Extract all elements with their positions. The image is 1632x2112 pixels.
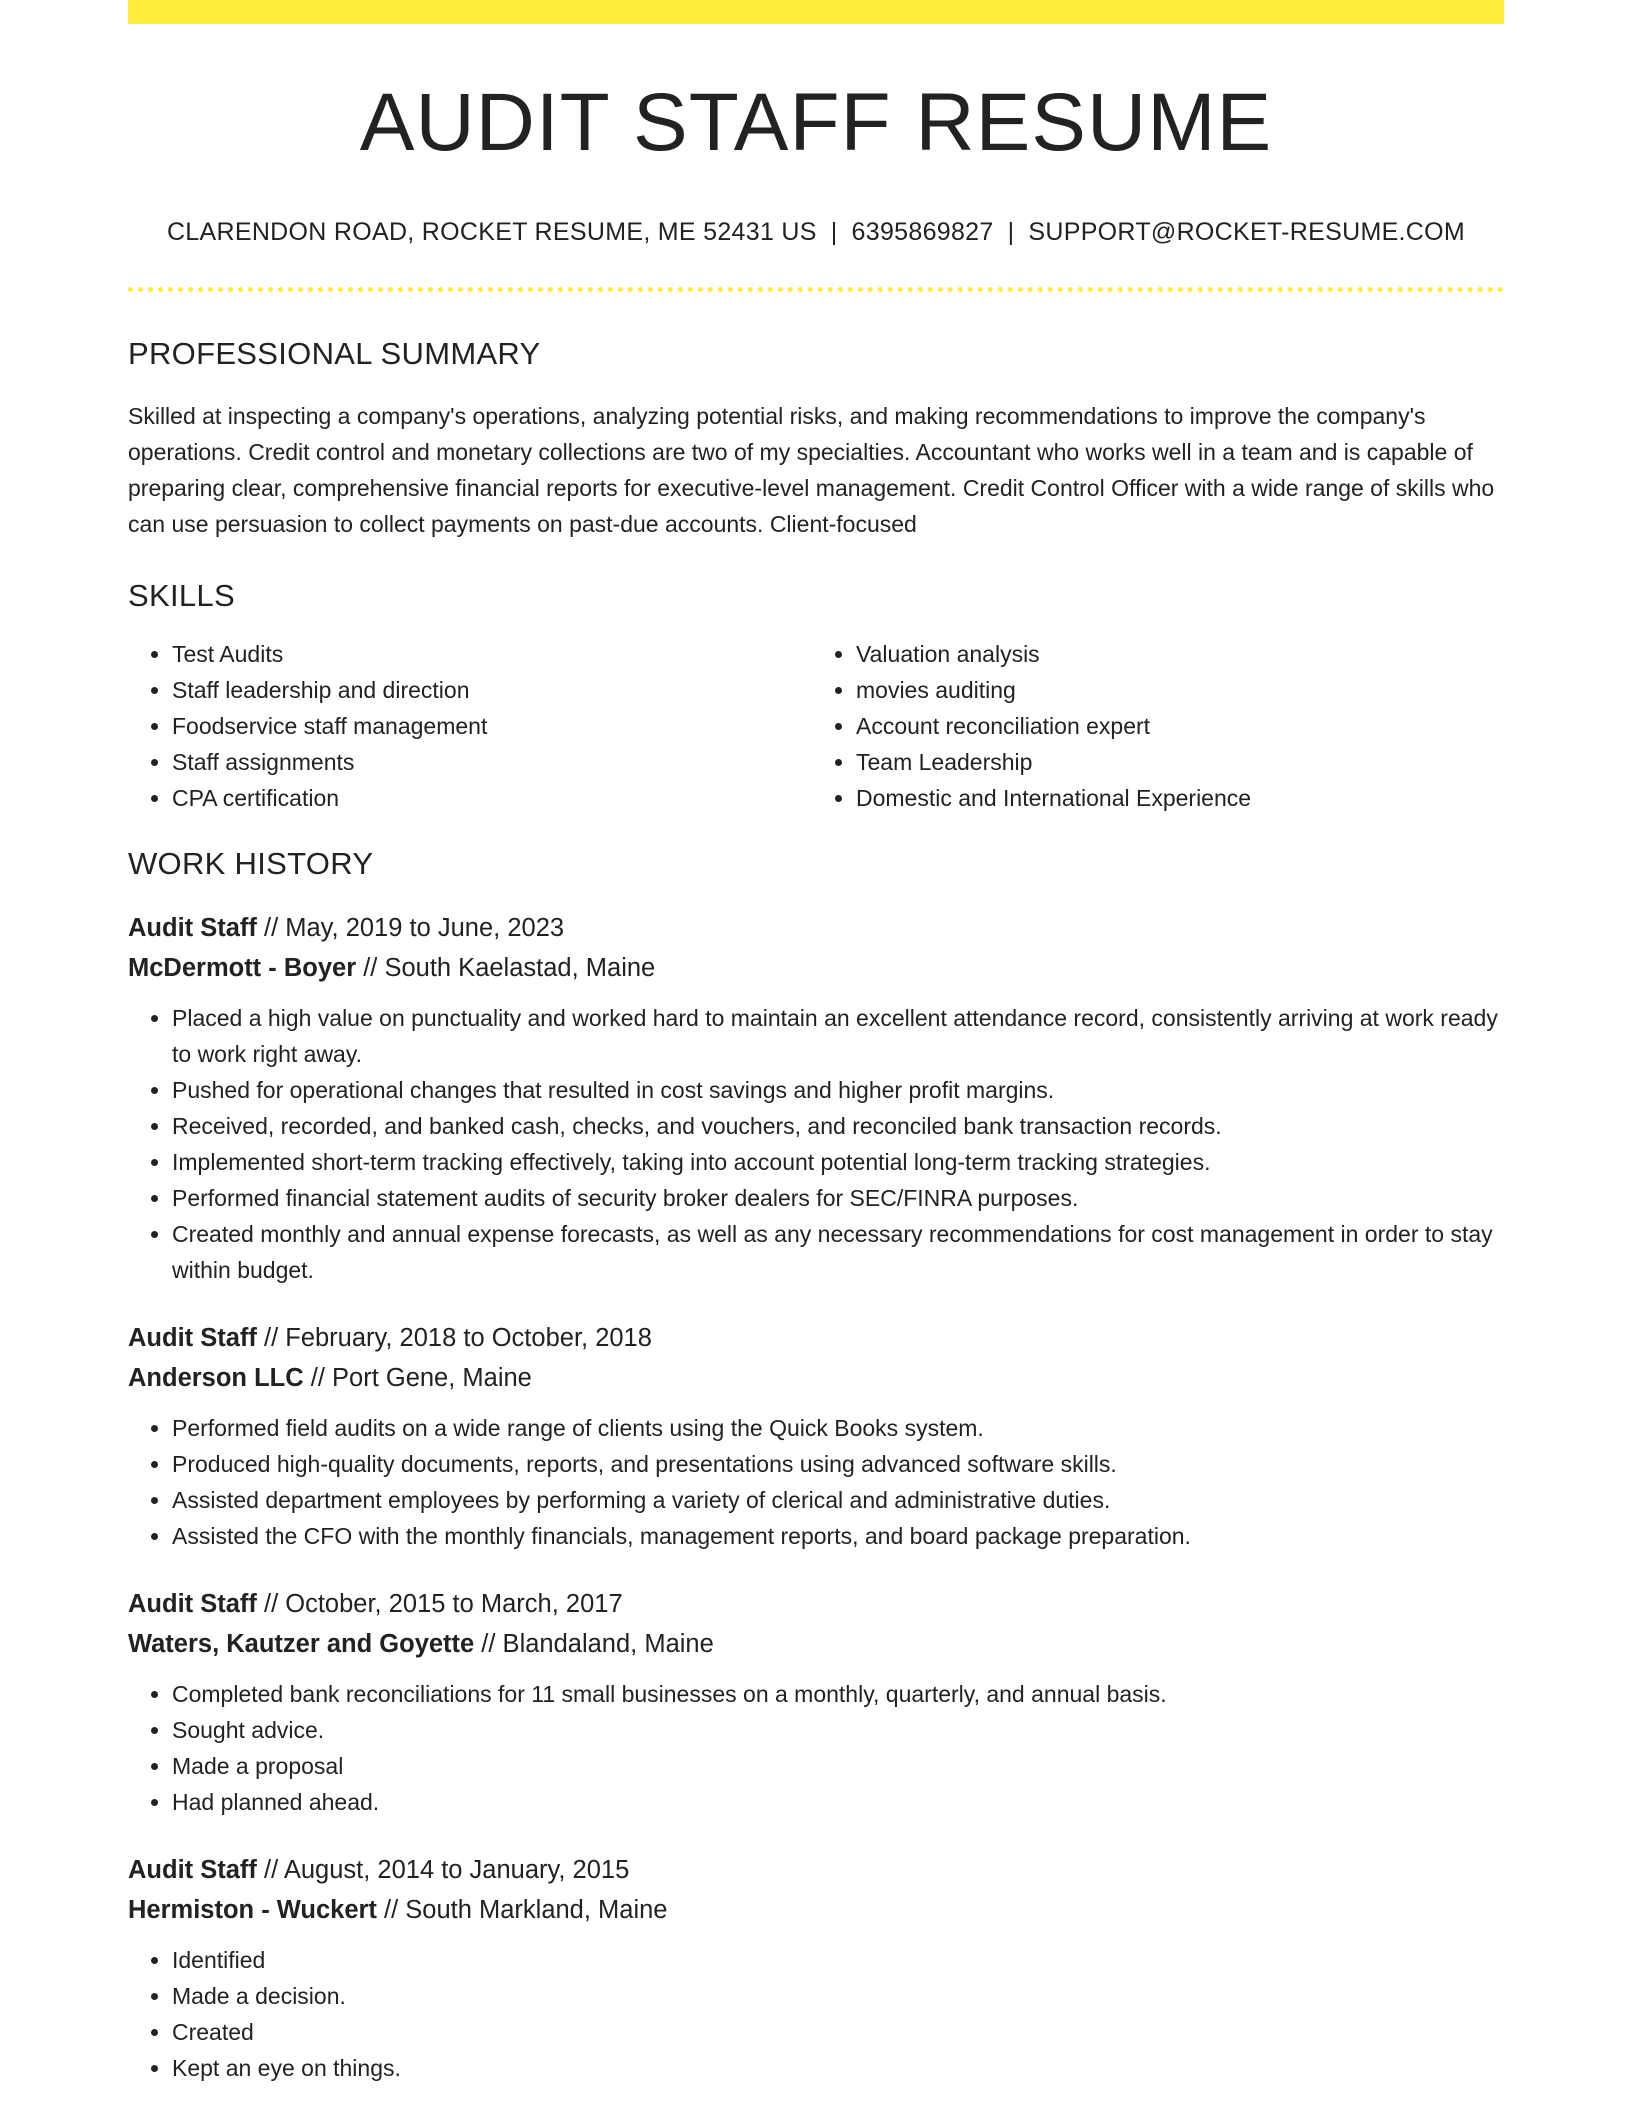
job-role-line: [128, 1318, 1504, 1358]
skills-column-right: [806, 636, 1490, 816]
job-company-line: [128, 1624, 1504, 1664]
job-bullet: • Performed field audits on a wide range of clients using the Quick Books system.: [172, 1410, 1504, 1446]
skill-item: • Foodservice staff management: [172, 708, 806, 744]
skill-item: • Staff assignments: [172, 744, 806, 780]
job-bullet: • Created: [172, 2014, 1504, 2050]
job-entry: [128, 1584, 1504, 1820]
job-bullet: • Kept an eye on things.: [172, 2050, 1504, 2086]
skills-list: [128, 636, 1504, 816]
job-bullet: • Implemented short-term tracking effectively, taking into account potential long-term tracking strategies.: [172, 1144, 1504, 1180]
phone: 6395869827: [851, 218, 994, 246]
job-company: Waters, Kautzer and Goyette: [128, 1630, 475, 1658]
job-bullets: [128, 1676, 1504, 1820]
job-dates: // October, 2015 to March, 2017: [256, 1590, 623, 1618]
job-bullet: • Received, recorded, and banked cash, checks, and vouchers, and reconciled bank transaction records.: [172, 1108, 1504, 1144]
job-bullet: • Had planned ahead.: [172, 1784, 1504, 1820]
skill-item: • CPA certification: [172, 780, 806, 816]
job-bullet: • Sought advice.: [172, 1712, 1504, 1748]
job-role: Audit Staff: [128, 1590, 257, 1618]
job-role-line: [128, 908, 1504, 948]
separator: |: [1007, 218, 1015, 246]
job-company: Hermiston - Wuckert: [128, 1896, 377, 1924]
job-bullets: [128, 1410, 1504, 1554]
resume-page: [128, 0, 1504, 2086]
dotted-divider: [128, 287, 1504, 292]
job-entry: [128, 1318, 1504, 1554]
top-accent-bar: [128, 0, 1504, 24]
resume-title: AUDIT STAFF RESUME: [359, 77, 1273, 168]
job-role: Audit Staff: [128, 914, 257, 942]
job-bullet: • Performed financial statement audits of security broker dealers for SEC/FINRA purposes.: [172, 1180, 1504, 1216]
separator: |: [830, 218, 838, 246]
job-entry: [128, 908, 1504, 1288]
job-bullet: • Made a decision.: [172, 1978, 1504, 2014]
job-company: McDermott - Boyer: [128, 954, 357, 982]
skill-item: • Staff leadership and direction: [172, 672, 806, 708]
job-location: // South Markland, Maine: [376, 1896, 668, 1924]
job-company-line: [128, 1890, 1504, 1930]
job-location: // Blandaland, Maine: [474, 1630, 714, 1658]
job-bullet: • Made a proposal: [172, 1748, 1504, 1784]
job-role: Audit Staff: [128, 1856, 257, 1884]
job-company-line: [128, 948, 1504, 988]
skills-column-left: [128, 636, 806, 816]
job-entry: [128, 1850, 1504, 2086]
skill-item: • Account reconciliation expert: [856, 708, 1490, 744]
job-bullet: • Identified: [172, 1942, 1504, 1978]
skill-item: • Test Audits: [172, 636, 806, 672]
job-dates: // May, 2019 to June, 2023: [256, 914, 565, 942]
job-role: Audit Staff: [128, 1324, 257, 1352]
address: CLARENDON ROAD, ROCKET RESUME, ME 52431 US: [166, 218, 817, 246]
job-bullet: • Assisted the CFO with the monthly financials, management reports, and board package preparation.: [172, 1518, 1504, 1554]
job-role-line: [128, 1584, 1504, 1624]
skill-item: • Domestic and International Experience: [856, 780, 1490, 816]
job-location: // Port Gene, Maine: [303, 1364, 532, 1392]
job-dates: // February, 2018 to October, 2018: [256, 1324, 652, 1352]
work-history-heading: WORK HISTORY: [128, 846, 374, 881]
job-bullets: [128, 1942, 1504, 2086]
summary-heading: PROFESSIONAL SUMMARY: [128, 336, 541, 371]
job-location: // South Kaelastad, Maine: [356, 954, 656, 982]
job-bullet: • Assisted department employees by performing a variety of clerical and administrative duties.: [172, 1482, 1504, 1518]
job-company: Anderson LLC: [128, 1364, 304, 1392]
job-role-line: [128, 1850, 1504, 1890]
email: SUPPORT@ROCKET-RESUME.COM: [1028, 218, 1466, 246]
summary-text: Skilled at inspecting a company's operations, analyzing potential risks, and making recommendations to improve the company's operations. Credit control and monetary collections are two of my specialties. Accountant who works well in a team and is capable of preparing clear, comprehensive financial reports for executive-level management. Credit Control Officer with a wide range of skills who can use persuasion to collect payments on past-due accounts. Client-focused: [128, 403, 1495, 537]
job-bullet: • Placed a high value on punctuality and worked hard to maintain an excellent attendance record, consistently arriving at work ready to work right away.: [172, 1000, 1504, 1072]
skill-item: • Team Leadership: [856, 744, 1490, 780]
job-bullets: [128, 1000, 1504, 1288]
contact-line: [128, 218, 1504, 247]
job-bullet: • Pushed for operational changes that resulted in cost savings and higher profit margins.: [172, 1072, 1504, 1108]
job-company-line: [128, 1358, 1504, 1398]
job-dates: // August, 2014 to January, 2015: [256, 1856, 630, 1884]
job-bullet: • Produced high-quality documents, reports, and presentations using advanced software skills.: [172, 1446, 1504, 1482]
skills-heading: SKILLS: [128, 578, 235, 613]
skill-item: • Valuation analysis: [856, 636, 1490, 672]
job-bullet: • Created monthly and annual expense forecasts, as well as any necessary recommendations for cost management in order to stay within budget.: [172, 1216, 1504, 1288]
skill-item: • movies auditing: [856, 672, 1490, 708]
job-bullet: • Completed bank reconciliations for 11 small businesses on a monthly, quarterly, and annual basis.: [172, 1676, 1504, 1712]
